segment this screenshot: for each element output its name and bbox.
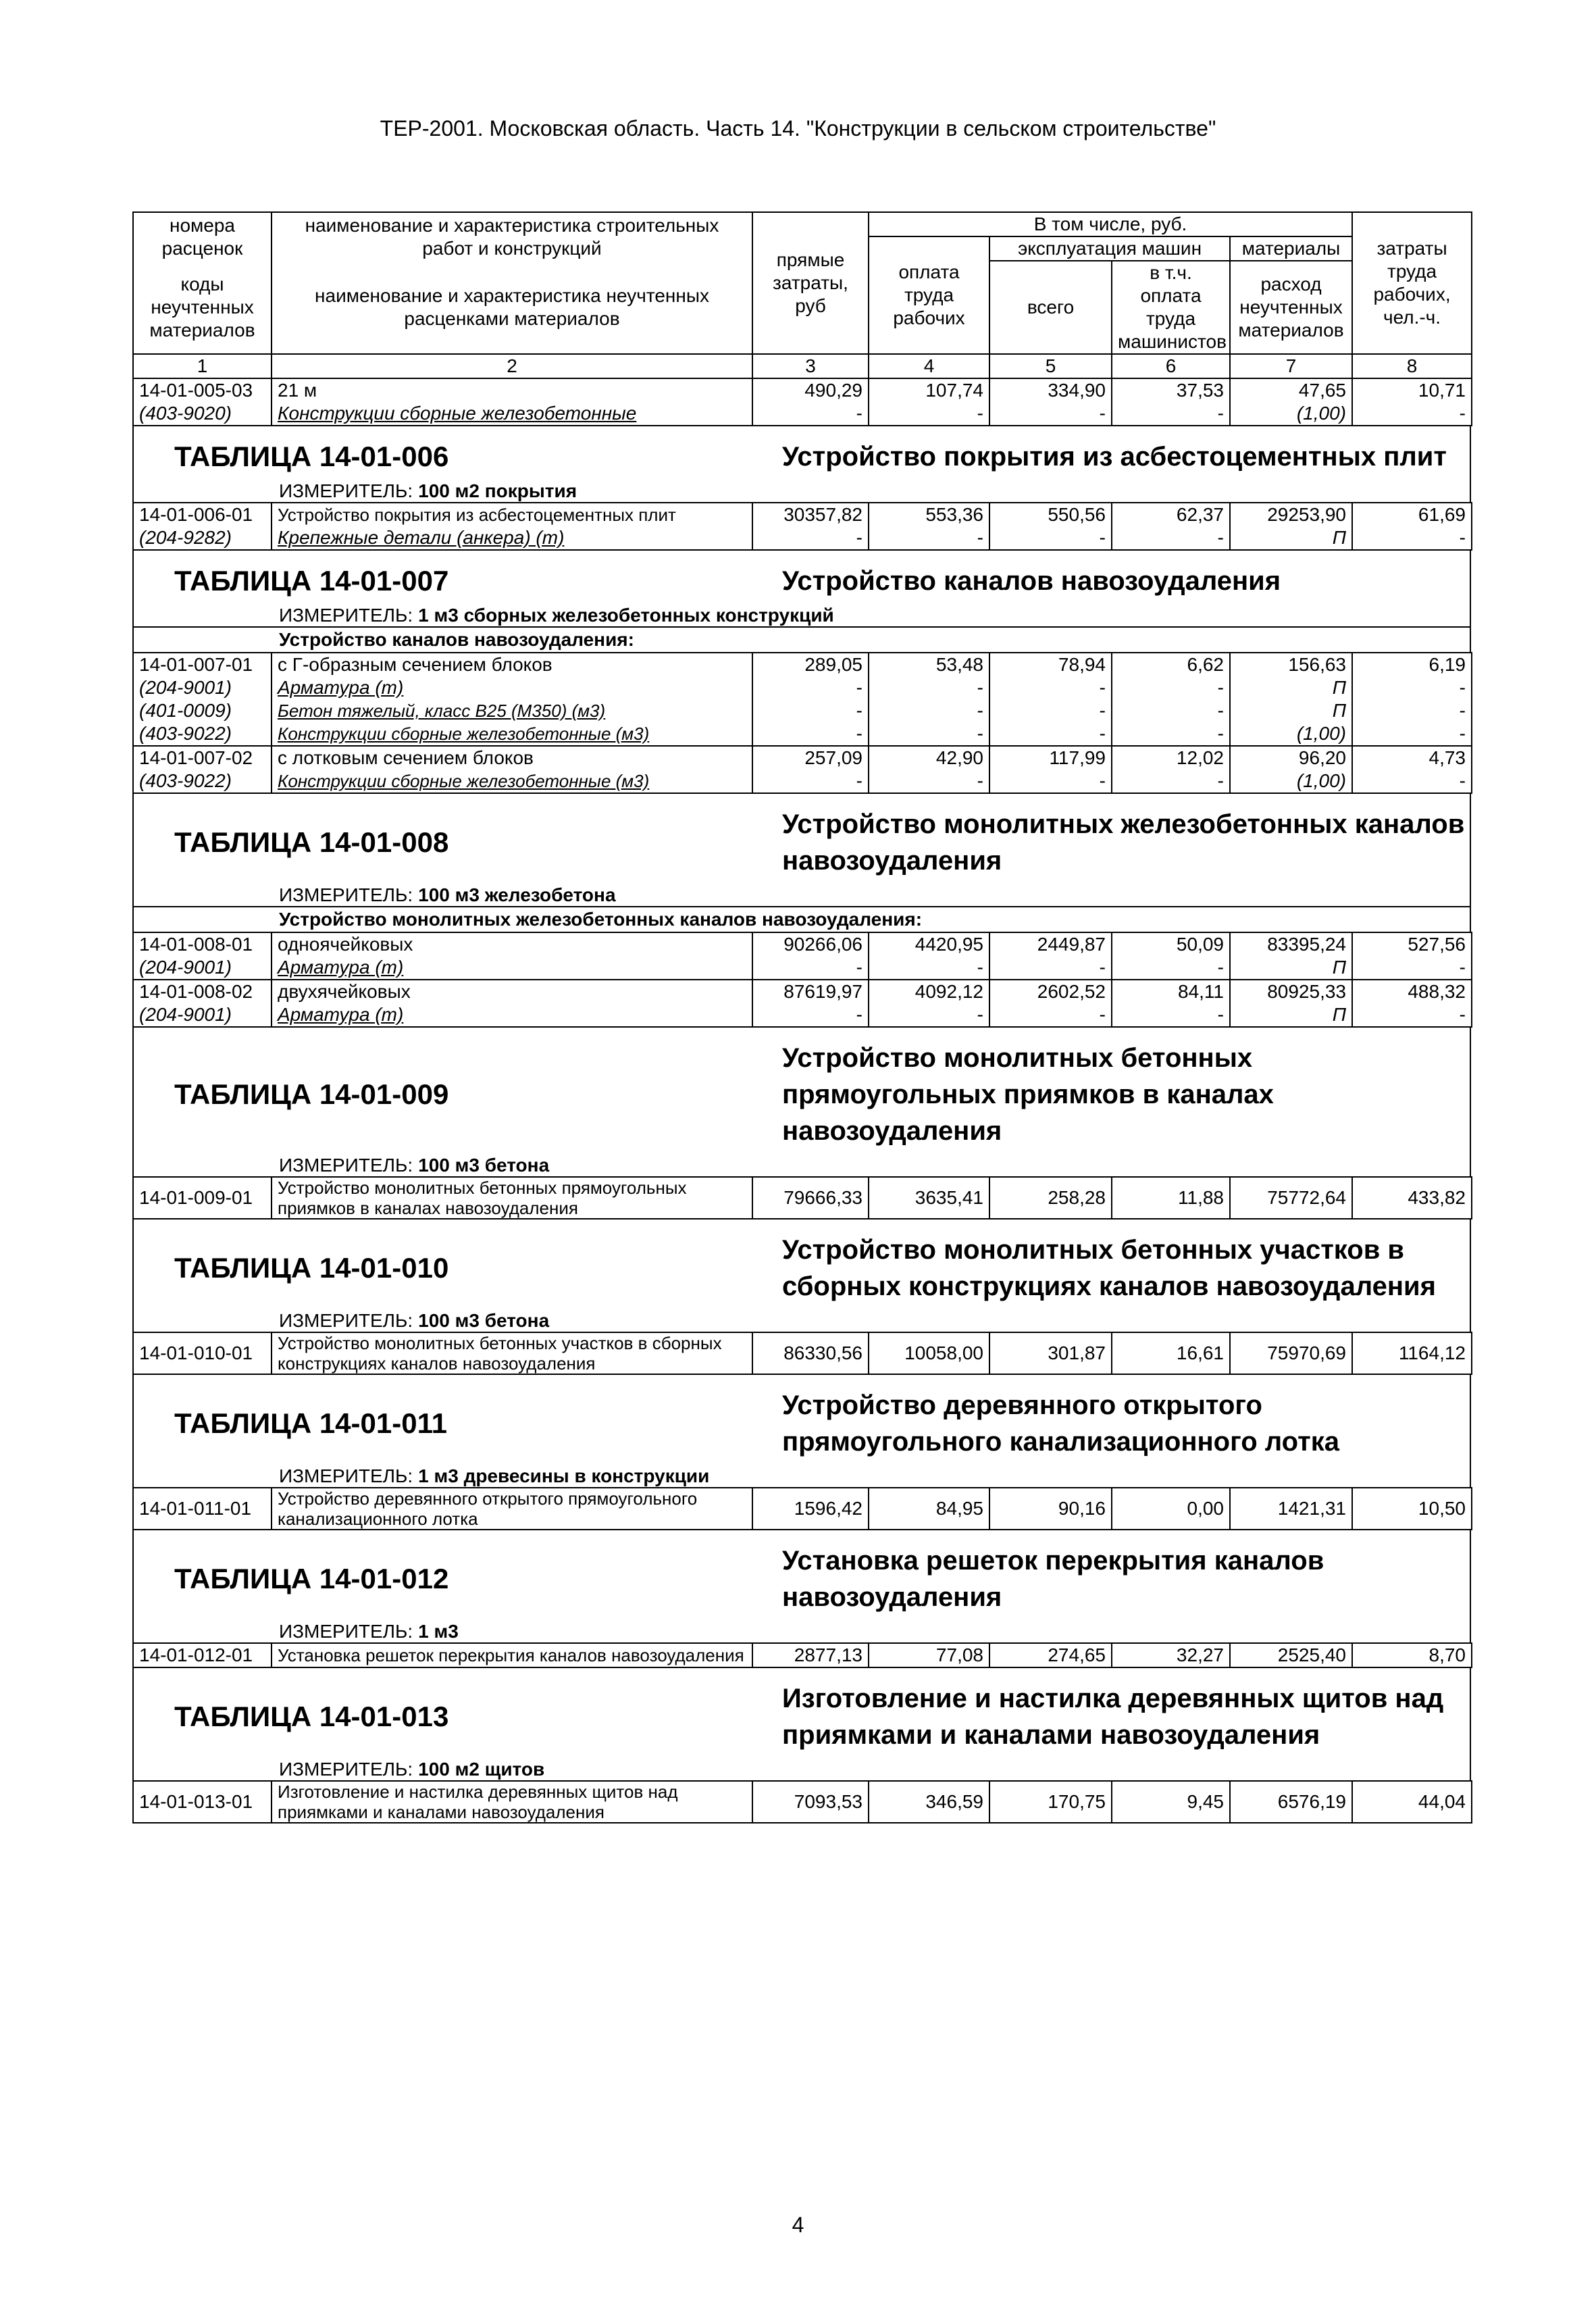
- table-title: Изготовление и настилка деревянных щитов над приямками и каналами навозоудаления: [782, 1684, 1444, 1750]
- direct-cost: -: [752, 526, 869, 550]
- wage-cost: -: [869, 699, 989, 722]
- rate-name: Арматура (т): [272, 956, 752, 980]
- rate-code: 14-01-007-01: [133, 653, 272, 676]
- wage-cost: -: [869, 676, 989, 699]
- machinist-wage: 9,45: [1112, 1781, 1230, 1823]
- machine-cost: 301,87: [989, 1332, 1112, 1374]
- labor-hours: -: [1352, 402, 1472, 426]
- machine-cost: 78,94: [989, 653, 1112, 676]
- machine-cost: 274,65: [989, 1643, 1112, 1667]
- rate-code: 14-01-008-02: [133, 980, 272, 1003]
- materials-cost: 75772,64: [1230, 1177, 1352, 1219]
- wage-cost: 3635,41: [869, 1177, 989, 1219]
- machinist-wage: 16,61: [1112, 1332, 1230, 1374]
- material-row: [133, 402, 1472, 426]
- col-materials-header: материалы: [1230, 236, 1352, 261]
- direct-cost: 7093,53: [752, 1781, 869, 1823]
- measure-value: 100 м2 покрытия: [418, 480, 577, 501]
- machine-cost: 334,90: [989, 379, 1112, 402]
- rate-row: [133, 932, 1472, 956]
- table-title: Устройство монолитных железобетонных каналов навозоудаления: [782, 809, 1465, 876]
- machinist-wage: 37,53: [1112, 379, 1230, 402]
- rate-row: [133, 1643, 1472, 1667]
- direct-cost: 79666,33: [752, 1177, 869, 1219]
- materials-cost: П: [1230, 676, 1352, 699]
- measure-value: 1 м3: [418, 1621, 459, 1642]
- materials-cost: 75970,69: [1230, 1332, 1352, 1374]
- rate-name: одноячейковых: [272, 932, 752, 956]
- machine-cost: -: [989, 770, 1112, 793]
- rate-name: Устройство деревянного открытого прямоугольного канализационного лотка: [272, 1488, 752, 1530]
- machinist-wage: -: [1112, 722, 1230, 746]
- rate-name: Арматура (т): [272, 1003, 752, 1027]
- labor-hours: 1164,12: [1352, 1332, 1472, 1374]
- machine-cost: -: [989, 402, 1112, 426]
- measure-value: 100 м3 железобетона: [418, 884, 616, 905]
- table-heading: [132, 1383, 1471, 1464]
- table-code: ТАБЛИЦА 14-01-009: [174, 1078, 449, 1110]
- rate-name: Крепежные детали (анкера) (т): [272, 526, 752, 550]
- col-code-subheader: коды неучтенных материалов: [133, 261, 272, 354]
- rate-name: Конструкции сборные железобетонные (м3): [272, 770, 752, 793]
- machine-cost: -: [989, 722, 1112, 746]
- rate-row: [133, 379, 1472, 402]
- measure-label: ИЗМЕРИТЕЛЬ:: [279, 1759, 413, 1780]
- measure-unit: [132, 1757, 1471, 1780]
- column-number: 7: [1230, 354, 1352, 378]
- rate-table: [132, 1780, 1472, 1823]
- wage-cost: 346,59: [869, 1781, 989, 1823]
- materials-cost: 83395,24: [1230, 932, 1352, 956]
- direct-cost: 289,05: [752, 653, 869, 676]
- measure-label: ИЗМЕРИТЕЛЬ:: [279, 1465, 413, 1486]
- machine-cost: -: [989, 526, 1112, 550]
- measure-label: ИЗМЕРИТЕЛЬ:: [279, 1155, 413, 1176]
- column-number: 6: [1112, 354, 1230, 378]
- rate-table: [132, 1642, 1472, 1668]
- wage-cost: 4092,12: [869, 980, 989, 1003]
- measure-unit: [132, 1153, 1471, 1176]
- rate-name: двухячейковых: [272, 980, 752, 1003]
- measure-unit: [132, 1464, 1471, 1487]
- machine-cost: 258,28: [989, 1177, 1112, 1219]
- table-heading: [132, 1538, 1471, 1619]
- direct-cost: -: [752, 956, 869, 980]
- col-name-header: наименование и характеристика строительных работ и конструкций: [272, 212, 752, 261]
- measure-label: ИЗМЕРИТЕЛЬ:: [279, 884, 413, 905]
- rate-name: с лотковым сечением блоков: [272, 746, 752, 770]
- wage-cost: 42,90: [869, 746, 989, 770]
- measure-unit: [132, 1619, 1471, 1642]
- rate-table: [132, 1176, 1472, 1219]
- col-labor-header: затраты труда рабочих, чел.-ч.: [1352, 212, 1472, 354]
- table-code: ТАБЛИЦА 14-01-007: [174, 565, 449, 597]
- machinist-wage: 84,11: [1112, 980, 1230, 1003]
- material-row: [133, 722, 1472, 746]
- materials-cost: 29253,90: [1230, 503, 1352, 526]
- measure-value: 1 м3 сборных железобетонных конструкций: [418, 605, 834, 626]
- rate-row: [133, 1488, 1472, 1530]
- labor-hours: 10,71: [1352, 379, 1472, 402]
- rate-code: (403-9022): [133, 770, 272, 793]
- machinist-wage: -: [1112, 699, 1230, 722]
- column-number: 8: [1352, 354, 1472, 378]
- table-heading: [132, 802, 1471, 883]
- direct-cost: 30357,82: [752, 503, 869, 526]
- table-title: Устройство монолитных бетонных прямоугольных приямков в каналах навозоудаления: [782, 1043, 1274, 1146]
- rate-name: Конструкции сборные железобетонные: [272, 402, 752, 426]
- labor-hours: -: [1352, 1003, 1472, 1027]
- table-title: Устройство каналов навозоудаления: [782, 566, 1281, 596]
- spacer: [132, 426, 1471, 434]
- machine-cost: 90,16: [989, 1488, 1112, 1530]
- col-code-header: номера расценок: [133, 212, 272, 261]
- spacer: [132, 1668, 1471, 1676]
- material-row: [133, 770, 1472, 793]
- table-code: ТАБЛИЦА 14-01-011: [174, 1407, 447, 1439]
- rate-code: 14-01-006-01: [133, 503, 272, 526]
- rate-code: 14-01-007-02: [133, 746, 272, 770]
- col-mach-total-header: всего: [989, 261, 1112, 354]
- wage-cost: 107,74: [869, 379, 989, 402]
- materials-cost: (1,00): [1230, 770, 1352, 793]
- rate-code: (204-9001): [133, 1003, 272, 1027]
- table-title: Устройство деревянного открытого прямоугольного канализационного лотка: [782, 1390, 1339, 1457]
- column-number: 3: [752, 354, 869, 378]
- machine-cost: 2449,87: [989, 932, 1112, 956]
- spacer: [132, 1530, 1471, 1538]
- rate-table: [132, 502, 1472, 551]
- rate-code: (204-9001): [133, 956, 272, 980]
- rate-row: [133, 653, 1472, 676]
- wage-cost: -: [869, 526, 989, 550]
- table-heading: [132, 1228, 1471, 1309]
- direct-cost: -: [752, 676, 869, 699]
- measure-unit: [132, 603, 1471, 626]
- machinist-wage: 0,00: [1112, 1488, 1230, 1530]
- machine-cost: -: [989, 676, 1112, 699]
- direct-cost: 90266,06: [752, 932, 869, 956]
- labor-hours: -: [1352, 722, 1472, 746]
- rate-code: 14-01-009-01: [133, 1177, 272, 1219]
- col-wage-header: оплата труда рабочих: [869, 236, 989, 354]
- direct-cost: 87619,97: [752, 980, 869, 1003]
- rate-code: 14-01-011-01: [133, 1488, 272, 1530]
- labor-hours: -: [1352, 956, 1472, 980]
- rate-name: Изготовление и настилка деревянных щитов над приямками и каналами навозоудаления: [272, 1781, 752, 1823]
- table-code: ТАБЛИЦА 14-01-013: [174, 1701, 449, 1732]
- material-row: [133, 956, 1472, 980]
- wage-cost: -: [869, 722, 989, 746]
- material-row: [133, 1003, 1472, 1027]
- document-header: ТЕР-2001. Московская область. Часть 14. "Конструкции в сельском строительстве": [380, 116, 1216, 141]
- material-row: [133, 526, 1472, 550]
- machinist-wage: 6,62: [1112, 653, 1230, 676]
- rate-row: [133, 1177, 1472, 1219]
- table-heading: [132, 1676, 1471, 1757]
- materials-cost: 1421,31: [1230, 1488, 1352, 1530]
- col-mat-sub-header: расход неучтенных материалов: [1230, 261, 1352, 354]
- materials-cost: 80925,33: [1230, 980, 1352, 1003]
- machinist-wage: -: [1112, 676, 1230, 699]
- rate-code: 14-01-008-01: [133, 932, 272, 956]
- machinist-wage: 12,02: [1112, 746, 1230, 770]
- rate-name: 21 м: [272, 379, 752, 402]
- col-mach-wage-header: в т.ч. оплата труда машинистов: [1112, 261, 1230, 354]
- table-subheading: Устройство каналов навозоудаления:: [132, 626, 1471, 652]
- rate-row: [133, 746, 1472, 770]
- machinist-wage: -: [1112, 526, 1230, 550]
- machine-cost: 2602,52: [989, 980, 1112, 1003]
- direct-cost: 1596,42: [752, 1488, 869, 1530]
- rate-code: (401-0009): [133, 699, 272, 722]
- wage-cost: 53,48: [869, 653, 989, 676]
- table-heading: [132, 559, 1471, 603]
- measure-label: ИЗМЕРИТЕЛЬ:: [279, 1621, 413, 1642]
- spacer: [132, 794, 1471, 802]
- table-title: Устройство монолитных бетонных участков в сборных конструкциях каналов навозоудаления: [782, 1235, 1436, 1301]
- rate-table-section: [132, 1375, 1471, 1530]
- rate-table: [132, 1332, 1472, 1375]
- table-subheading: Устройство монолитных железобетонных каналов навозоудаления:: [132, 906, 1471, 932]
- rate-code: (204-9282): [133, 526, 272, 550]
- machinist-wage: 50,09: [1112, 932, 1230, 956]
- rate-code: (403-9020): [133, 402, 272, 426]
- measure-value: 100 м3 бетона: [418, 1155, 550, 1176]
- rate-name: Арматура (т): [272, 676, 752, 699]
- rate-table: [132, 652, 1472, 794]
- rate-table-section: [132, 1028, 1471, 1219]
- material-row: [133, 699, 1472, 722]
- rate-row: [133, 503, 1472, 526]
- measure-value: 100 м3 бетона: [418, 1310, 550, 1331]
- table-heading: [132, 1036, 1471, 1153]
- rate-row: [133, 1781, 1472, 1823]
- rate-name: Установка решеток перекрытия каналов навозоудаления: [272, 1643, 752, 1667]
- labor-hours: 61,69: [1352, 503, 1472, 526]
- column-number: 2: [272, 354, 752, 378]
- machinist-wage: -: [1112, 402, 1230, 426]
- materials-cost: 47,65: [1230, 379, 1352, 402]
- page-number: 4: [792, 2213, 804, 2237]
- column-number: 1: [133, 354, 272, 378]
- rate-code: (403-9022): [133, 722, 272, 746]
- wage-cost: -: [869, 770, 989, 793]
- labor-hours: 10,50: [1352, 1488, 1472, 1530]
- table-title: Устройство покрытия из асбестоцементных плит: [782, 442, 1447, 472]
- rate-table-section: [132, 1530, 1471, 1668]
- rate-row: [133, 980, 1472, 1003]
- spacer: [132, 551, 1471, 559]
- machine-cost: -: [989, 699, 1112, 722]
- direct-cost: -: [752, 699, 869, 722]
- rate-table-section: [132, 794, 1471, 1028]
- measure-label: ИЗМЕРИТЕЛЬ:: [279, 605, 413, 626]
- labor-hours: 527,56: [1352, 932, 1472, 956]
- wage-cost: -: [869, 1003, 989, 1027]
- rate-name: Устройство монолитных бетонных участков в сборных конструкциях каналов навозоудаления: [272, 1332, 752, 1374]
- machine-cost: -: [989, 956, 1112, 980]
- measure-value: 100 м2 щитов: [418, 1759, 545, 1780]
- labor-hours: 6,19: [1352, 653, 1472, 676]
- direct-cost: -: [752, 722, 869, 746]
- rate-name: Устройство монолитных бетонных прямоугольных приямков в каналах навозоудаления: [272, 1177, 752, 1219]
- direct-cost: 2877,13: [752, 1643, 869, 1667]
- wage-cost: -: [869, 402, 989, 426]
- materials-cost: 156,63: [1230, 653, 1352, 676]
- rate-table-section: [132, 1668, 1471, 1823]
- direct-cost: 490,29: [752, 379, 869, 402]
- col-machines-header: эксплуатация машин: [989, 236, 1230, 261]
- measure-value: 1 м3 древесины в конструкции: [418, 1465, 710, 1486]
- machine-cost: 170,75: [989, 1781, 1112, 1823]
- materials-cost: П: [1230, 526, 1352, 550]
- machine-cost: 550,56: [989, 503, 1112, 526]
- rate-code: 14-01-010-01: [133, 1332, 272, 1374]
- rate-table: [132, 932, 1472, 1028]
- labor-hours: 44,04: [1352, 1781, 1472, 1823]
- machinist-wage: 32,27: [1112, 1643, 1230, 1667]
- table-title: Установка решеток перекрытия каналов навозоудаления: [782, 1546, 1324, 1612]
- labor-hours: 488,32: [1352, 980, 1472, 1003]
- materials-cost: П: [1230, 699, 1352, 722]
- materials-cost: П: [1230, 956, 1352, 980]
- table-14-01-005-rows: [132, 379, 1472, 426]
- rate-table: [132, 1487, 1472, 1530]
- wage-cost: -: [869, 956, 989, 980]
- direct-cost: 257,09: [752, 746, 869, 770]
- labor-hours: 8,70: [1352, 1643, 1472, 1667]
- materials-cost: П: [1230, 1003, 1352, 1027]
- column-header-table: [132, 211, 1472, 379]
- labor-hours: 4,73: [1352, 746, 1472, 770]
- material-row: [133, 676, 1472, 699]
- direct-cost: -: [752, 402, 869, 426]
- spacer: [132, 1028, 1471, 1036]
- measure-label: ИЗМЕРИТЕЛЬ:: [279, 1310, 413, 1331]
- machinist-wage: 11,88: [1112, 1177, 1230, 1219]
- labor-hours: -: [1352, 676, 1472, 699]
- machinist-wage: -: [1112, 1003, 1230, 1027]
- spacer: [132, 1219, 1471, 1228]
- rate-code: 14-01-012-01: [133, 1643, 272, 1667]
- spacer: [132, 1375, 1471, 1383]
- machine-cost: -: [989, 1003, 1112, 1027]
- col-incl-header: В том числе, руб.: [869, 212, 1352, 236]
- machine-cost: 117,99: [989, 746, 1112, 770]
- wage-cost: 553,36: [869, 503, 989, 526]
- rate-code: (204-9001): [133, 676, 272, 699]
- price-document: [132, 211, 1471, 1823]
- direct-cost: -: [752, 1003, 869, 1027]
- table-code: ТАБЛИЦА 14-01-008: [174, 826, 449, 858]
- machinist-wage: -: [1112, 770, 1230, 793]
- materials-cost: (1,00): [1230, 402, 1352, 426]
- materials-cost: (1,00): [1230, 722, 1352, 746]
- measure-unit: [132, 1309, 1471, 1332]
- rate-name: Бетон тяжелый, класс В25 (М350) (м3): [272, 699, 752, 722]
- direct-cost: -: [752, 770, 869, 793]
- materials-cost: 6576,19: [1230, 1781, 1352, 1823]
- rate-table-section: [132, 551, 1471, 794]
- table-heading: [132, 434, 1471, 479]
- machinist-wage: -: [1112, 956, 1230, 980]
- rate-table-section: [132, 1219, 1471, 1375]
- table-code: ТАБЛИЦА 14-01-010: [174, 1252, 449, 1284]
- labor-hours: 433,82: [1352, 1177, 1472, 1219]
- measure-label: ИЗМЕРИТЕЛЬ:: [279, 480, 413, 501]
- rate-name: Конструкции сборные железобетонные (м3): [272, 722, 752, 746]
- wage-cost: 84,95: [869, 1488, 989, 1530]
- column-number: 4: [869, 354, 989, 378]
- table-code: ТАБЛИЦА 14-01-012: [174, 1563, 449, 1594]
- rate-code: 14-01-005-03: [133, 379, 272, 402]
- wage-cost: 77,08: [869, 1643, 989, 1667]
- wage-cost: 10058,00: [869, 1332, 989, 1374]
- column-number: 5: [989, 354, 1112, 378]
- wage-cost: 4420,95: [869, 932, 989, 956]
- rate-name: Устройство покрытия из асбестоцементных плит: [272, 503, 752, 526]
- machinist-wage: 62,37: [1112, 503, 1230, 526]
- rate-row: [133, 1332, 1472, 1374]
- col-direct-header: прямые затраты, руб: [752, 212, 869, 354]
- col-name-subheader: наименование и характеристика неучтенных расценками материалов: [272, 261, 752, 354]
- labor-hours: -: [1352, 526, 1472, 550]
- measure-unit: [132, 479, 1471, 502]
- materials-cost: 2525,40: [1230, 1643, 1352, 1667]
- rate-code: 14-01-013-01: [133, 1781, 272, 1823]
- measure-unit: [132, 883, 1471, 906]
- direct-cost: 86330,56: [752, 1332, 869, 1374]
- table-code: ТАБЛИЦА 14-01-006: [174, 441, 449, 472]
- labor-hours: -: [1352, 770, 1472, 793]
- materials-cost: 96,20: [1230, 746, 1352, 770]
- rate-table-section: [132, 426, 1471, 551]
- labor-hours: -: [1352, 699, 1472, 722]
- rate-name: с Г-образным сечением блоков: [272, 653, 752, 676]
